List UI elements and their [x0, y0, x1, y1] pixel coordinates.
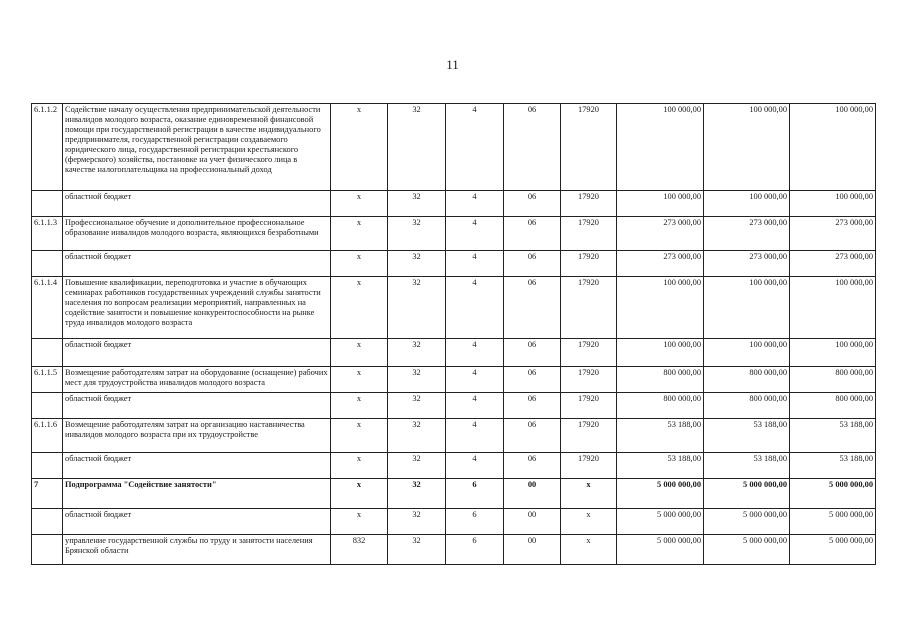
cell-amount-year-1: 53 188,00 — [617, 419, 704, 453]
cell-subprogram-code: 4 — [446, 217, 504, 251]
row-description: Подпрограмма "Содействие занятости" — [63, 479, 331, 509]
cell-amount-year-3: 273 000,00 — [790, 217, 876, 251]
cell-amount-year-2: 100 000,00 — [704, 191, 790, 217]
row-description: Профессиональное обучение и дополнительное профессиональное образование инвалидов молодого возраста, являющихся безработными — [63, 217, 331, 251]
table-row — [32, 509, 876, 535]
cell-amount-year-1: 100 000,00 — [617, 339, 704, 367]
table-row — [32, 367, 876, 393]
cell-admin-code: х — [331, 104, 388, 191]
cell-admin-code: х — [331, 217, 388, 251]
cell-direction-code: 17920 — [561, 277, 617, 339]
cell-amount-year-2: 800 000,00 — [704, 367, 790, 393]
cell-program-code: 32 — [388, 191, 446, 217]
cell-amount-year-2: 53 188,00 — [704, 419, 790, 453]
row-description: Возмещение работодателям затрат на оборудование (оснащение) рабочих мест для трудоустройства инвалидов молодого возраста — [63, 367, 331, 393]
table-row — [32, 277, 876, 339]
cell-amount-year-3: 100 000,00 — [790, 104, 876, 191]
table-row — [32, 393, 876, 419]
row-description: Возмещение работодателям затрат на организацию наставничества инвалидов молодого возраста при их трудоустройстве — [63, 419, 331, 453]
cell-program-code: 32 — [388, 535, 446, 565]
cell-admin-code: х — [331, 251, 388, 277]
page-number: 11 — [446, 57, 459, 72]
cell-program-code: 32 — [388, 251, 446, 277]
cell-admin-code: х — [331, 479, 388, 509]
cell-amount-year-3: 100 000,00 — [790, 191, 876, 217]
cell-amount-year-1: 100 000,00 — [617, 277, 704, 339]
cell-subprogram-code: 6 — [446, 535, 504, 565]
cell-amount-year-2: 100 000,00 — [704, 104, 790, 191]
cell-amount-year-3: 5 000 000,00 — [790, 479, 876, 509]
cell-direction-code: х — [561, 509, 617, 535]
cell-amount-year-3: 100 000,00 — [790, 339, 876, 367]
cell-amount-year-3: 800 000,00 — [790, 393, 876, 419]
cell-direction-code: 17920 — [561, 453, 617, 479]
cell-subprogram-code: 6 — [446, 479, 504, 509]
cell-amount-year-1: 273 000,00 — [617, 217, 704, 251]
row-code — [32, 509, 63, 535]
cell-main-event-code: 06 — [504, 104, 561, 191]
cell-amount-year-2: 100 000,00 — [704, 339, 790, 367]
row-description: Содействие началу осуществления предпринимательской деятельности инвалидов молодого возраста, оказание единовременной финансовой помощи при государственной регистрации в качестве индивидуального предпринимателя, государственной регистрации создаваемого юридического лица, государственной регистрации крестьянского (фермерского) хозяйства, постановке на учет физического лица в качестве налогоплательщика на профессиональный доход — [63, 104, 331, 191]
row-code: 6.1.1.3 — [32, 217, 63, 251]
cell-main-event-code: 06 — [504, 251, 561, 277]
row-description: областной бюджет — [63, 251, 331, 277]
cell-amount-year-1: 800 000,00 — [617, 393, 704, 419]
row-code: 6.1.1.4 — [32, 277, 63, 339]
cell-admin-code: х — [331, 277, 388, 339]
cell-amount-year-3: 273 000,00 — [790, 251, 876, 277]
cell-amount-year-2: 53 188,00 — [704, 453, 790, 479]
cell-amount-year-1: 5 000 000,00 — [617, 479, 704, 509]
table-row — [32, 217, 876, 251]
row-code — [32, 453, 63, 479]
cell-subprogram-code: 4 — [446, 419, 504, 453]
cell-main-event-code: 00 — [504, 509, 561, 535]
cell-subprogram-code: 4 — [446, 104, 504, 191]
cell-direction-code: 17920 — [561, 104, 617, 191]
cell-direction-code: 17920 — [561, 367, 617, 393]
cell-direction-code: 17920 — [561, 339, 617, 367]
table-row — [32, 339, 876, 367]
cell-amount-year-3: 800 000,00 — [790, 367, 876, 393]
cell-amount-year-2: 5 000 000,00 — [704, 479, 790, 509]
table-row — [32, 251, 876, 277]
cell-program-code: 32 — [388, 104, 446, 191]
row-code: 6.1.1.5 — [32, 367, 63, 393]
cell-main-event-code: 06 — [504, 339, 561, 367]
row-description: областной бюджет — [63, 509, 331, 535]
cell-program-code: 32 — [388, 453, 446, 479]
row-description: областной бюджет — [63, 339, 331, 367]
cell-main-event-code: 06 — [504, 367, 561, 393]
row-description: Повышение квалификации, переподготовка и участие в обучающих семинарах работников государственных учреждений службы занятости населения по вопросам реализации мероприятий, направленных на содействие занятости и повышение конкурентоспособности на рынке труда инвалидов молодого возраста — [63, 277, 331, 339]
cell-subprogram-code: 4 — [446, 393, 504, 419]
cell-amount-year-1: 53 188,00 — [617, 453, 704, 479]
table-row — [32, 479, 876, 509]
cell-subprogram-code: 4 — [446, 453, 504, 479]
table-row — [32, 419, 876, 453]
row-code: 7 — [32, 479, 63, 509]
row-description: управление государственной службы по труду и занятости населения Брянской области — [63, 535, 331, 565]
row-code — [32, 251, 63, 277]
cell-program-code: 32 — [388, 393, 446, 419]
table-row — [32, 453, 876, 479]
cell-amount-year-2: 800 000,00 — [704, 393, 790, 419]
cell-admin-code: х — [331, 453, 388, 479]
cell-program-code: 32 — [388, 419, 446, 453]
table-row — [32, 104, 876, 191]
cell-direction-code: х — [561, 479, 617, 509]
cell-subprogram-code: 4 — [446, 251, 504, 277]
cell-direction-code: 17920 — [561, 217, 617, 251]
cell-amount-year-1: 100 000,00 — [617, 104, 704, 191]
cell-admin-code: х — [331, 419, 388, 453]
cell-amount-year-1: 5 000 000,00 — [617, 535, 704, 565]
cell-amount-year-3: 5 000 000,00 — [790, 509, 876, 535]
cell-program-code: 32 — [388, 339, 446, 367]
cell-subprogram-code: 4 — [446, 277, 504, 339]
cell-main-event-code: 06 — [504, 419, 561, 453]
cell-amount-year-2: 273 000,00 — [704, 251, 790, 277]
cell-admin-code: х — [331, 367, 388, 393]
cell-amount-year-3: 53 188,00 — [790, 419, 876, 453]
cell-main-event-code: 00 — [504, 535, 561, 565]
cell-amount-year-3: 5 000 000,00 — [790, 535, 876, 565]
cell-amount-year-2: 5 000 000,00 — [704, 509, 790, 535]
row-code — [32, 339, 63, 367]
cell-amount-year-1: 800 000,00 — [617, 367, 704, 393]
cell-main-event-code: 06 — [504, 393, 561, 419]
cell-admin-code: 832 — [331, 535, 388, 565]
cell-direction-code: 17920 — [561, 251, 617, 277]
cell-program-code: 32 — [388, 217, 446, 251]
cell-admin-code: х — [331, 509, 388, 535]
cell-subprogram-code: 6 — [446, 509, 504, 535]
row-code: 6.1.1.6 — [32, 419, 63, 453]
cell-main-event-code: 06 — [504, 277, 561, 339]
cell-main-event-code: 06 — [504, 453, 561, 479]
cell-main-event-code: 00 — [504, 479, 561, 509]
cell-subprogram-code: 4 — [446, 339, 504, 367]
cell-program-code: 32 — [388, 367, 446, 393]
row-description: областной бюджет — [63, 393, 331, 419]
cell-subprogram-code: 4 — [446, 367, 504, 393]
cell-amount-year-2: 100 000,00 — [704, 277, 790, 339]
cell-main-event-code: 06 — [504, 191, 561, 217]
cell-direction-code: 17920 — [561, 191, 617, 217]
cell-admin-code: х — [331, 393, 388, 419]
table-row — [32, 535, 876, 565]
row-code — [32, 191, 63, 217]
budget-table — [31, 103, 876, 565]
cell-amount-year-1: 5 000 000,00 — [617, 509, 704, 535]
cell-program-code: 32 — [388, 277, 446, 339]
cell-subprogram-code: 4 — [446, 191, 504, 217]
cell-admin-code: х — [331, 191, 388, 217]
row-code — [32, 535, 63, 565]
cell-amount-year-2: 5 000 000,00 — [704, 535, 790, 565]
cell-direction-code: 17920 — [561, 393, 617, 419]
cell-main-event-code: 06 — [504, 217, 561, 251]
cell-amount-year-3: 53 188,00 — [790, 453, 876, 479]
cell-program-code: 32 — [388, 479, 446, 509]
cell-direction-code: х — [561, 535, 617, 565]
cell-amount-year-2: 273 000,00 — [704, 217, 790, 251]
cell-admin-code: х — [331, 339, 388, 367]
cell-direction-code: 17920 — [561, 419, 617, 453]
cell-program-code: 32 — [388, 509, 446, 535]
row-code: 6.1.1.2 — [32, 104, 63, 191]
table-row — [32, 191, 876, 217]
row-description: областной бюджет — [63, 191, 331, 217]
row-code — [32, 393, 63, 419]
cell-amount-year-3: 100 000,00 — [790, 277, 876, 339]
cell-amount-year-1: 100 000,00 — [617, 191, 704, 217]
cell-amount-year-1: 273 000,00 — [617, 251, 704, 277]
row-description: областной бюджет — [63, 453, 331, 479]
